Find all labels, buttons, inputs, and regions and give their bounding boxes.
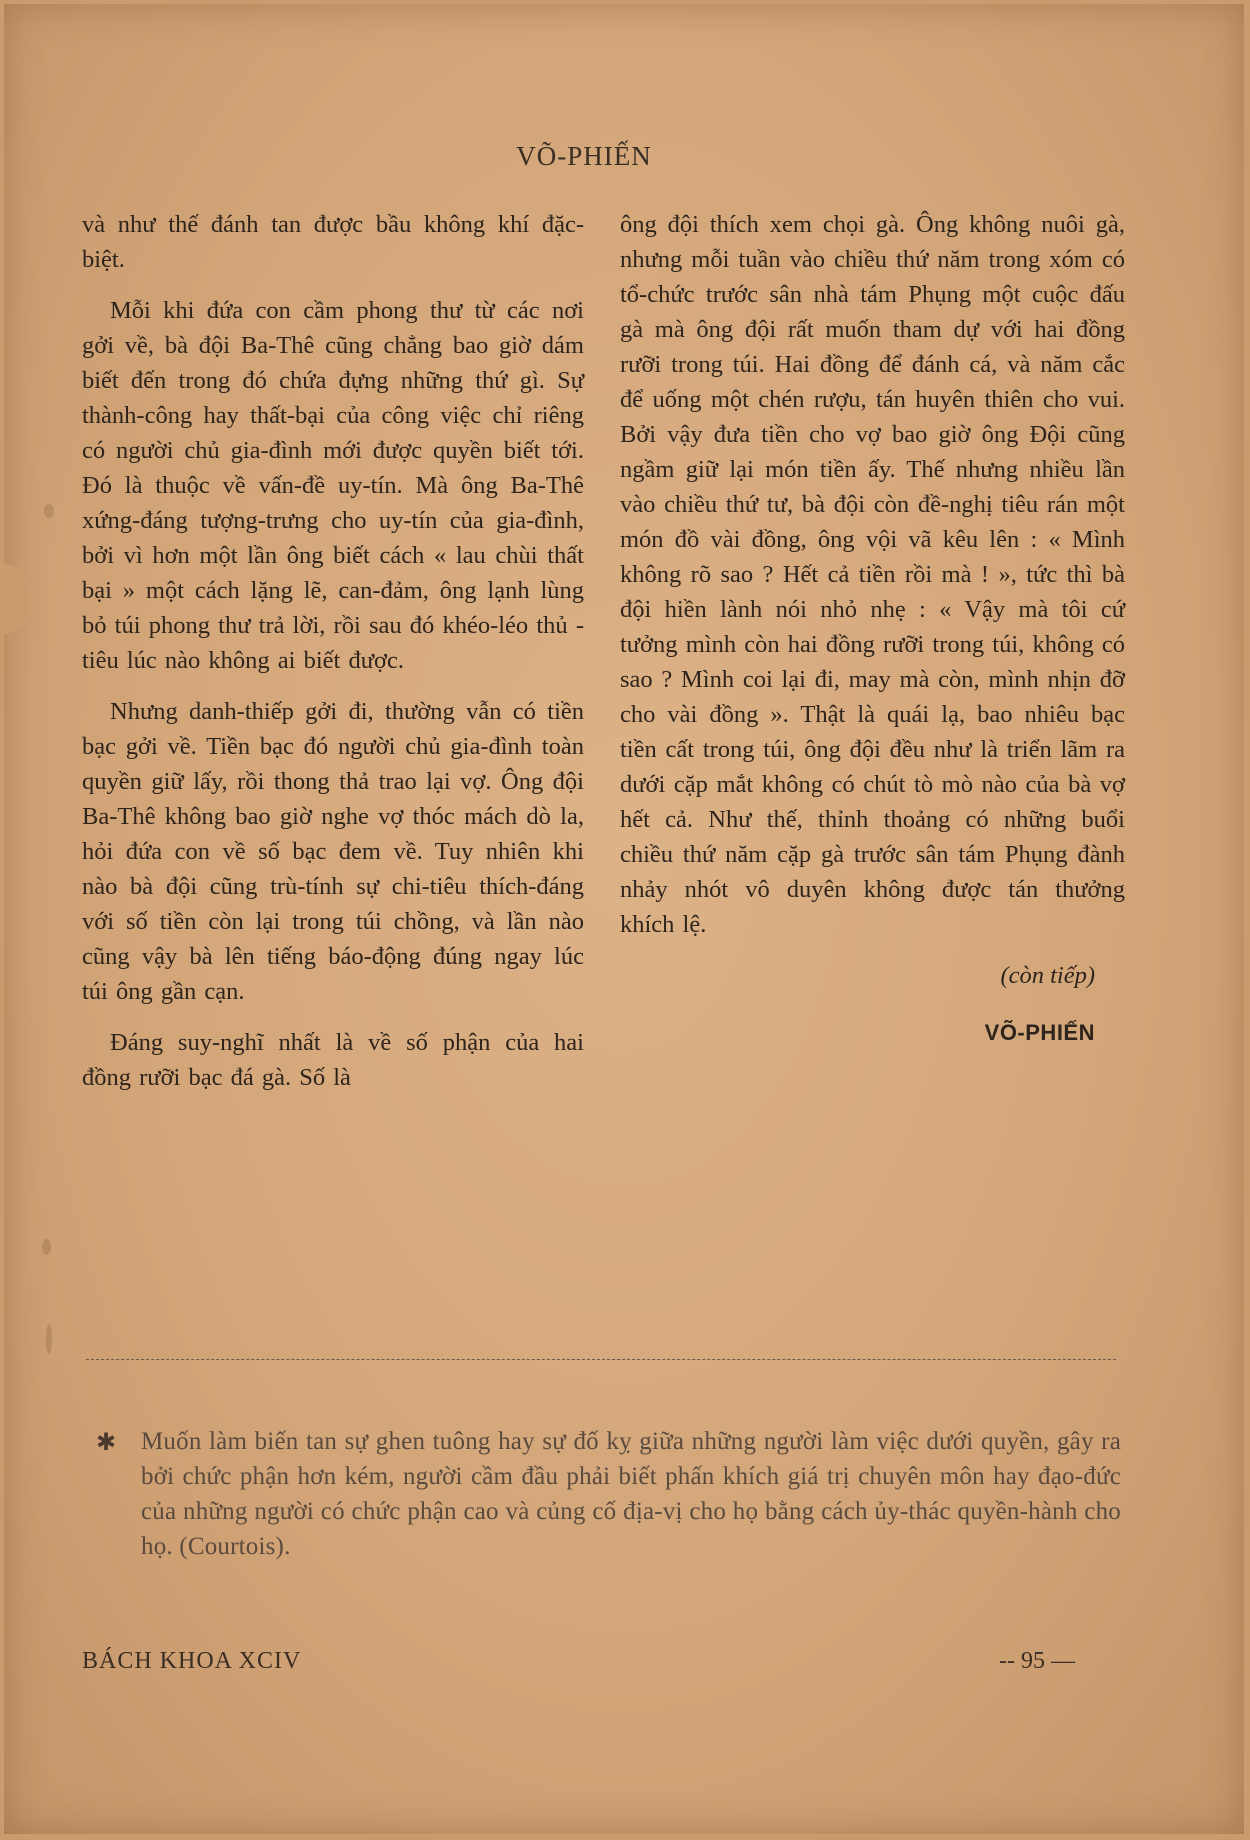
continued-note: (còn tiếp) (1000, 962, 1095, 989)
quotation-block (96, 1424, 1121, 1564)
section-divider (86, 1359, 1116, 1360)
paragraph: và như thế đánh tan được bầu không khí đặc-biệt. (82, 211, 584, 273)
left-text-column (82, 207, 584, 1111)
right-text-column (620, 207, 1125, 1050)
torn-edge (4, 564, 26, 634)
running-title: VÕ-PHIẾN (516, 141, 652, 171)
asterisk-icon: ✱ (96, 1430, 117, 1456)
publication-name: BÁCH KHOA XCIV (82, 1648, 302, 1674)
magazine-page (4, 4, 1244, 1834)
stain-mark (42, 1239, 51, 1255)
paragraph: Nhưng danh-thiếp gởi đi, thường vẫn có tiền bạc gởi về. Tiền bạc đó người chủ gia-đình toàn quyền giữ lấy, rồi thong thả trao lại vợ. Ông đội Ba-Thê không bao giờ nghe vợ thóc mách dò la, hỏi đứa con về số bạc đem về. Tuy nhiên khi nào bà đội cũng trù-tính sự chi-tiêu thích-đáng với số tiền còn lại trong túi chồng, và lần nào cũng vậy bà lên tiếng báo-động đúng ngay lúc túi ông gần cạn. (82, 698, 584, 1005)
quotation-text: Muốn làm biến tan sự ghen tuông hay sự đố kỵ giữa những người làm việc dưới quyền, gây ra bởi chức phận hơn kém, người cầm đầu phải biết phấn khích giá trị chuyên môn hay đạo-đức của những người có chức phận cao và củng cố địa-vị cho họ bằng cách ủy-thác quyền-hành cho họ. (Courtois). (141, 1428, 1121, 1560)
page-number: -- 95 — (999, 1648, 1075, 1674)
paragraph: Mỗi khi đứa con cầm phong thư từ các nơi gởi về, bà đội Ba-Thê cũng chẳng bao giờ dám biết đến trong đó chứa đựng những thứ gì. Sự thành-công hay thất-bại của công việc chỉ riêng có người chủ gia-đình mới được quyền biết tới. Đó là thuộc về vấn-đề uy-tín. Mà ông Ba-Thê xứng-đáng tượng-trưng cho uy-tín của gia-đình, bởi vì hơn một lần ông biết cách « lau chùi thất bại » một cách lặng lẽ, can-đảm, ông lạnh lùng bỏ túi phong thư trả lời, rồi sau đó khéo-léo thủ - tiêu lúc nào không ai biết được. (82, 297, 584, 674)
stain-mark (44, 504, 54, 518)
stain-mark (46, 1324, 52, 1354)
paragraph: ông đội thích xem chọi gà. Ông không nuôi gà, nhưng mỗi tuần vào chiều thứ năm trong xóm có tổ-chức trước sân nhà tám Phụng một cuộc đấu gà mà ông đội rất muốn tham dự với hai đồng rưỡi trong túi. Hai đồng để đánh cá, và năm cắc để uống một chén rượu, tán huyên thiên cho vui. Bởi vậy đưa tiền cho vợ bao giờ ông Đội cũng ngầm giữ lại món tiền ấy. Thế nhưng nhiều lần vào chiều thứ tư, bà đội còn đề-nghị tiêu rán một món đồ vài đồng, ông vội vã kêu lên : « Mình không rõ sao ? Hết cả tiền rồi mà ! », tức thì bà đội hiền lành nói nhỏ nhẹ : « Vậy mà tôi cứ tưởng mình còn hai đồng rưỡi trong túi, không có sao ? Mình coi lại đi, may mà còn, mình nhịn đỡ cho vài đồng ». Thật là quái lạ, bao nhiêu bạc tiền cất trong túi, ông đội đều như là triển lãm ra dưới cặp mắt không có chút tò mò nào của bà vợ hết cả. Như thế, thỉnh thoảng có những buổi chiều thứ năm cặp gà trước sân tám Phụng đành nhảy nhót vô duyên không được tán thưởng khích lệ. (620, 211, 1125, 938)
author-signature: VÕ-PHIẾN (984, 1020, 1095, 1045)
paragraph: Đáng suy-nghĩ nhất là về số phận của hai đồng rưỡi bạc đá gà. Số là (82, 1029, 584, 1091)
